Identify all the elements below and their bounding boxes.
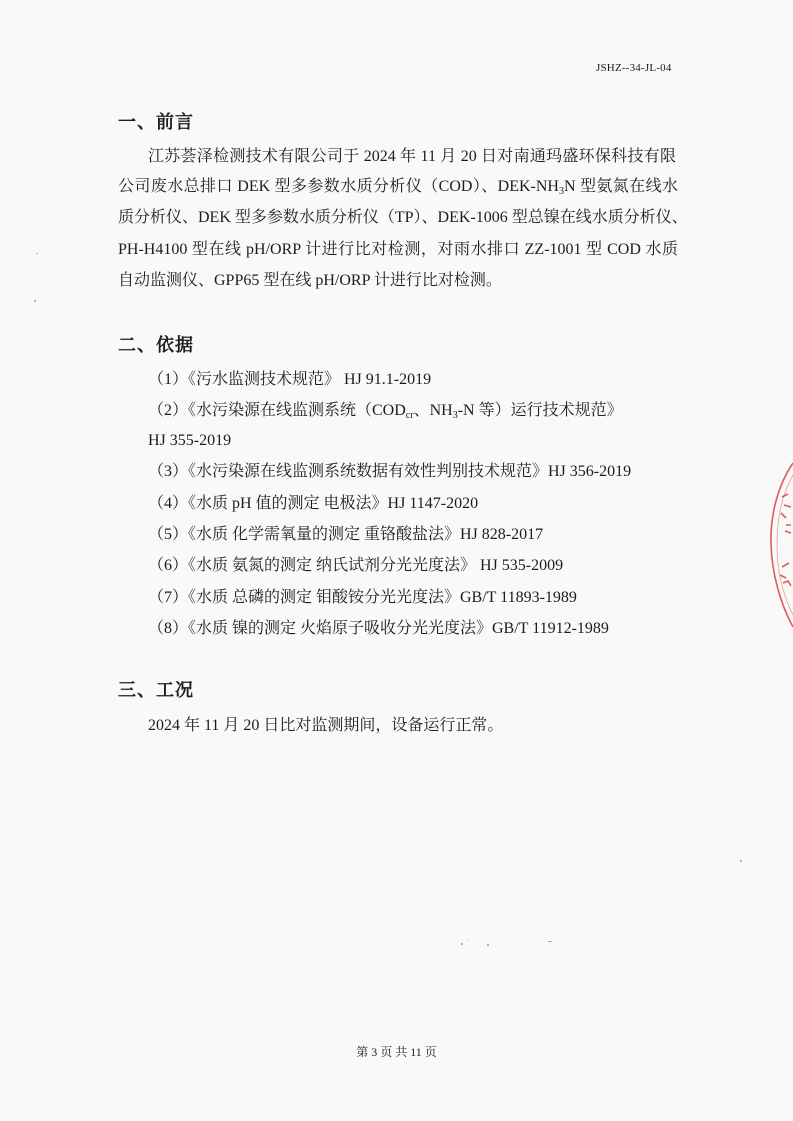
basis-item-8: （8）《水质 镍的测定 火焰原子吸收分光光度法》GB/T 11912-1989: [148, 620, 609, 637]
basis-item-text: -N 等）运行技术规范》: [457, 402, 623, 419]
basis-item-6: （6）《水质 氨氮的测定 纳氏试剂分光光度法》 HJ 535-2009: [148, 557, 564, 574]
preface-line-text: N 型氨氮在线水: [563, 178, 678, 195]
scan-speck: [468, 940, 469, 941]
basis-item-2-continuation: HJ 355-2019: [148, 432, 232, 449]
subscript: cr: [405, 410, 414, 421]
basis-item-7: （7）《水质 总磷的测定 钼酸铵分光光度法》GB/T 11893-1989: [148, 589, 577, 606]
preface-line: 江苏荟泽检测技术有限公司于 2024 年 11 月 20 日对南通玛盛环保科技有限: [148, 148, 676, 165]
preface-line: 质分析仪、DEK 型多参数水质分析仪（TP）、DEK-1006 型总镍在线水质分析仪、: [118, 209, 688, 226]
basis-item-2: [148, 401, 623, 421]
scan-speck: [740, 860, 742, 862]
basis-item-1: （1）《污水监测技术规范》 HJ 91.1-2019: [148, 371, 432, 388]
basis-item-3: （3）《水污染源在线监测系统数据有效性判别技术规范》HJ 356-2019: [148, 463, 632, 480]
scan-speck: [461, 943, 463, 945]
basis-item-5: （5）《水质 化学需氧量的测定 重铬酸盐法》HJ 828-2017: [148, 526, 544, 543]
preface-line: [118, 177, 678, 197]
basis-item-text: 、NH: [413, 402, 453, 419]
section-heading-basis: 二、依据: [118, 335, 194, 355]
preface-line: 自动监测仪、GPP65 型在线 pH/ORP 计进行比对检测。: [118, 272, 502, 289]
scan-speck: [34, 300, 36, 302]
preface-line: PH-H4100 型在线 pH/ORP 计进行比对检测，对雨水排口 ZZ-1001 型 COD 水质: [118, 241, 678, 258]
preface-line-text: 公司废水总排口 DEK 型多参数水质分析仪（COD）、DEK-NH: [118, 178, 559, 195]
basis-item-4: （4）《水质 pH 值的测定 电极法》HJ 1147-2020: [148, 495, 479, 512]
conditions-text: 2024 年 11 月 20 日比对监测期间，设备运行正常。: [148, 717, 504, 734]
subscript: 3: [558, 186, 564, 197]
subscript: 3: [452, 410, 458, 421]
page-number: 第 3 页 共 11 页: [356, 1045, 437, 1059]
basis-item-text: （2）《水污染源在线监测系统（COD: [148, 402, 406, 419]
section-heading-conditions: 三、工况: [118, 680, 194, 700]
document-code: JSHZ--34-JL-04: [596, 62, 672, 74]
scan-speck: [36, 253, 38, 254]
scan-speck: [487, 944, 489, 946]
section-heading-preface: 一、前言: [118, 112, 194, 132]
seal-fragment-icon: [760, 455, 793, 635]
scan-speck: [548, 941, 552, 942]
